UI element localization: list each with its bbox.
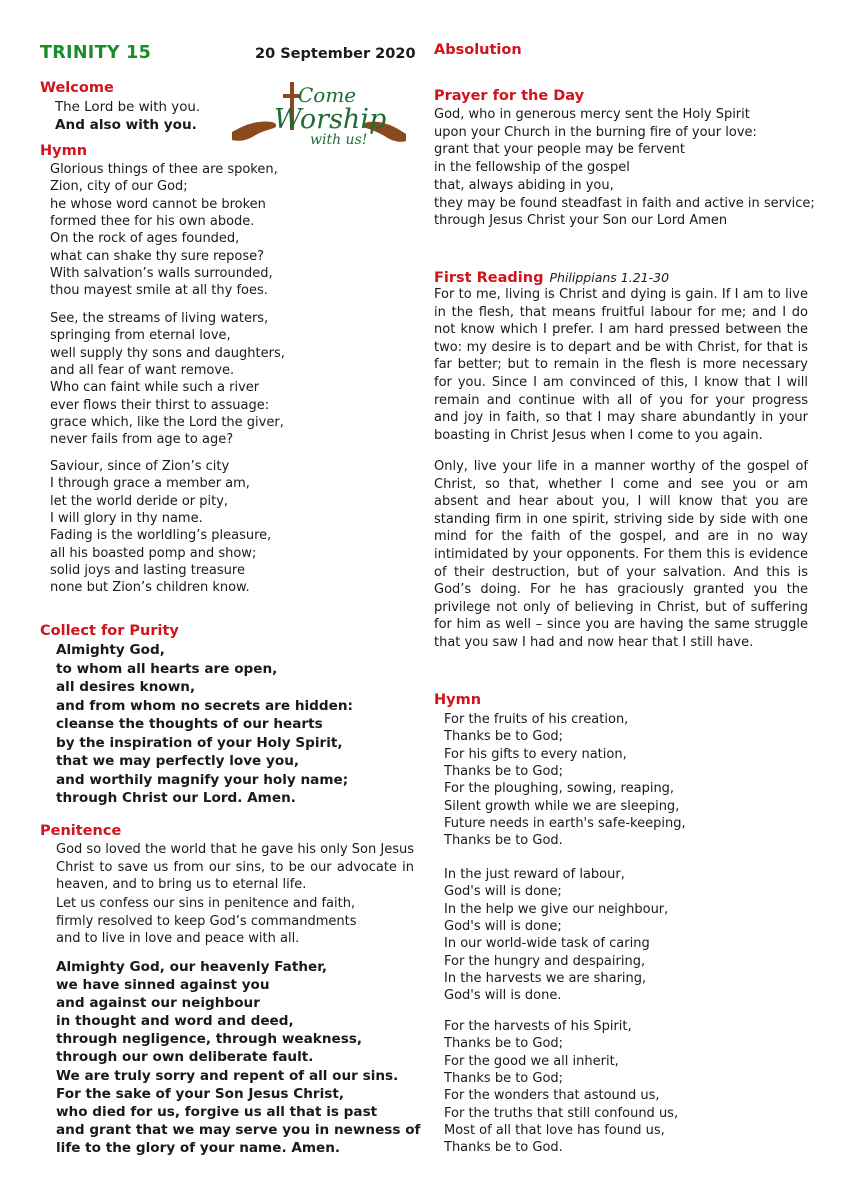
prayer-heading: Prayer for the Day [434, 88, 585, 104]
hymn-heading: Hymn [40, 143, 88, 159]
absolution-heading: Absolution [434, 42, 522, 58]
confession-prayer: Almighty God, our heavenly Father, we have sinned against you and against our neighbour in thought and word and deed, through negligence, through weakness, through our own deliberate fault. We are truly sorry and repent of all our sins. For the sake of your Son Jesus Christ, who died for us, forgive us all that is past and grant that we may serve you in newness of life to the glory of your name. Amen. [56, 959, 421, 1156]
hymn-verse: Saviour, since of Zion’s city I through grace a member am, let the world deride or pity, I will glory in thy name. Fading is the worldling’s pleasure, all his boasted pomp and show; solid joys and lasting treasure none but Zion’s children know. [50, 459, 272, 596]
reading-title [434, 267, 669, 286]
hymn-verse: Glorious things of thee are spoken, Zion, city of our God; he whose word cannot be broken formed thee for his own abode. On the rock of ages founded, what can shake thy sure repose? With salvation’s walls surrounded, thou mayest smile at all thy foes. [50, 162, 278, 299]
penitence-intro: God so loved the world that he gave his only Son Jesus Christ to save us from our sins, to be our advocate in heaven, and to bring us to eternal life. [56, 842, 414, 893]
hymn-heading: Hymn [434, 692, 482, 708]
reading-heading: First Reading [434, 270, 544, 286]
welcome-heading: Welcome [40, 80, 114, 96]
penitence-invitation: Let us confess our sins in penitence and faith, firmly resolved to keep God’s commandments and to live in love and peace with all. [56, 896, 357, 947]
reading-paragraph: Only, live your life in a manner worthy of the gospel of Christ, so that, whether I come and see you or am absent and hear about you, I will know that you are standing firm in one spirit, striving side by side with one mind for the faith of the gospel, and are in no way intimidated by your opponents. For them this is evidence of their destruction, but of your salvation. And this is God’s doing. For he has graciously granted you the privilege not only of believing in Christ, but of suffering for him as well – since you are having the same struggle that you saw I had and now hear that I still have. [434, 459, 808, 650]
reading-paragraph: For to me, living is Christ and dying is gain. If I am to live in the flesh, that means fruitful labour for me; and I do not know which I prefer. I am hard pressed between the two: my desire is to depart and be with Christ, for that is far better; but to remain in the flesh is more necessary for you. Since I am convinced of this, I know that I will remain and continue with all of you for your progress and joy in faith, so that I may share abundantly in your boasting in Christ Jesus when I come to you again. [434, 287, 808, 443]
hymn-verse: For the harvests of his Spirit, Thanks be to God; For the good we all inherit, Thanks be to God; For the wonders that astound us, For the truths that still confound us, Most of all that love has found us, Thanks be to God. [444, 1019, 679, 1156]
collect-heading: Collect for Purity [40, 623, 179, 639]
penitence-heading: Penitence [40, 823, 122, 839]
reading-reference: Philippians 1.21-30 [549, 270, 670, 285]
service-date: 20 September 2020 [255, 46, 416, 62]
logo-text-with-us: with us! [310, 132, 368, 148]
logo-text-worship: Worship [274, 104, 387, 135]
page-title: TRINITY 15 [40, 43, 152, 63]
prayer-for-the-day: God, who in generous mercy sent the Holy Spirit upon your Church in the burning fire of your love: grant that your people may be fervent in the fellowship of the gospel that, always abiding in you, they may be found steadfast in faith and active in service; through Jesus Christ your Son our Lord Amen [434, 107, 815, 229]
hymn-verse: For the fruits of his creation, Thanks be to God; For his gifts to every nation, Thanks be to God; For the ploughing, sowing, reaping, Silent growth while we are sleeping, Future needs in earth's safe-keeping, Thanks be to God. [444, 712, 686, 849]
collect-prayer: Almighty God, to whom all hearts are open, all desires known, and from whom no secrets are hidden: cleanse the thoughts of our hearts by the inspiration of your Holy Spirit, that we may perfectly love you, and worthily magnify your holy name; through Christ our Lord. Amen. [56, 642, 353, 806]
hymn-verse: See, the streams of living waters, springing from eternal love, well supply thy sons and daughters, and all fear of want remove. Who can faint while such a river ever flows their thirst to assuage: grace which, like the Lord the giver, never fails from age to age? [50, 311, 285, 448]
welcome-response: And also with you. [55, 117, 197, 133]
hymn-verse: In the just reward of labour, God's will is done; In the help we give our neighbour, God's will is done; In our world-wide task of caring For the hungry and despairing, In the harvests we are sharing, God's will is done. [444, 867, 669, 1004]
logo-text-come: Come [298, 83, 357, 107]
come-worship-logo [228, 76, 410, 152]
welcome-leader: The Lord be with you. [55, 100, 201, 115]
